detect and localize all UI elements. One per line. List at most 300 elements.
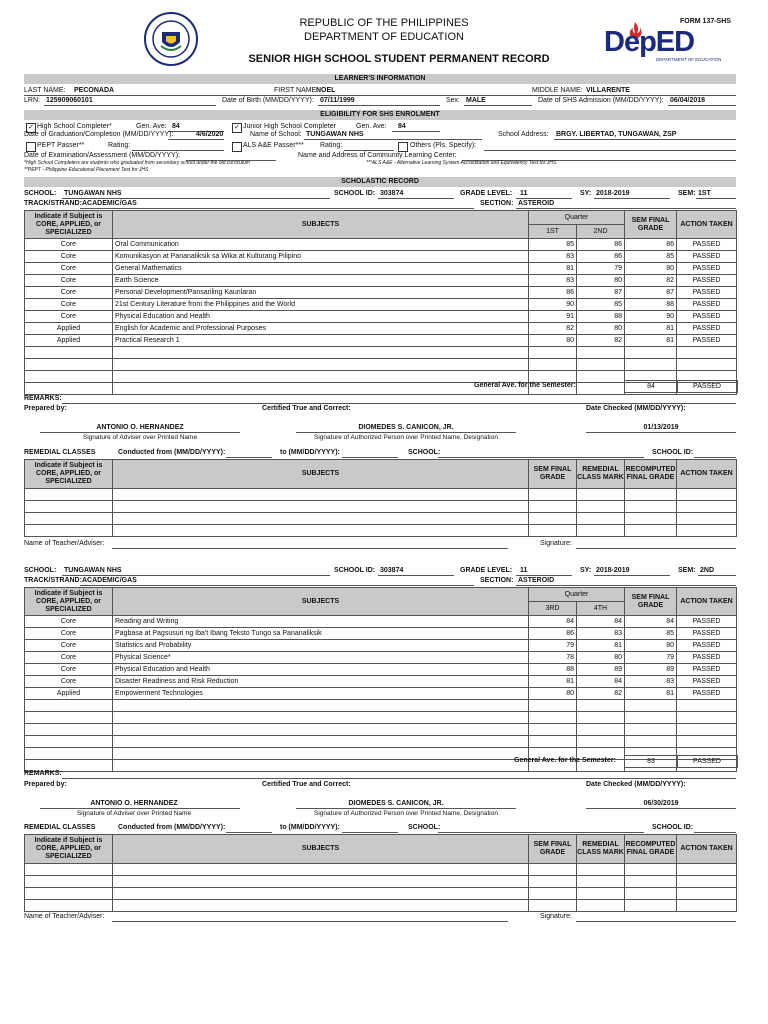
- cell-action: PASSED: [677, 616, 737, 628]
- cell-type: [25, 347, 113, 359]
- table-row: [25, 347, 737, 359]
- cell-type: Core: [25, 239, 113, 251]
- grade-level-label: GRADE LEVEL:: [460, 567, 513, 574]
- cell-type: [25, 371, 113, 383]
- eligibility-header: ELIGIBILITY FOR SHS ENROLMENT: [24, 110, 736, 120]
- school-label: SCHOOL:: [24, 190, 57, 197]
- cell-q2: [577, 712, 625, 724]
- hs-completer-label: High School Completer*: [37, 123, 112, 130]
- cell-action: [677, 347, 737, 359]
- jhs-gen-ave-value: 84: [398, 123, 406, 130]
- cell-final: 89: [625, 664, 677, 676]
- cell-q1: 80: [529, 688, 577, 700]
- deped-logo: [600, 20, 740, 64]
- cell-action: [677, 724, 737, 736]
- cell-subject: [113, 736, 529, 748]
- cell-subject: Physical Education and Health: [113, 664, 529, 676]
- cell-final: 80: [625, 263, 677, 275]
- pept-rating-label: Rating:: [108, 142, 131, 149]
- sem-label: SEM:: [678, 567, 696, 574]
- cell-type: Core: [25, 287, 113, 299]
- sem2-track: ACADEMIC/GAS: [82, 577, 137, 584]
- sem2-certified-label: Certified True and Correct:: [262, 781, 351, 788]
- cell-q2: 81: [577, 640, 625, 652]
- table-row: [25, 299, 737, 311]
- cell-type: Applied: [25, 688, 113, 700]
- middle-name-value: VILLARENTE: [586, 87, 630, 94]
- sem2-remedial-schoolid-label: SCHOOL ID:: [652, 824, 694, 831]
- sem2-remedial-label: REMEDIAL CLASSES: [24, 824, 96, 831]
- cell-final: 81: [625, 323, 677, 335]
- table-row: [25, 335, 737, 347]
- track-label: TRACK/STRAND:: [24, 577, 82, 584]
- sem1-remedial-label: REMEDIAL CLASSES: [24, 449, 96, 456]
- cell-type: [25, 712, 113, 724]
- cell-action: PASSED: [677, 628, 737, 640]
- lrn-label: LRN:: [24, 97, 40, 104]
- lrn-value: 125909060101: [46, 97, 93, 104]
- sem-label: SEM:: [678, 190, 696, 197]
- cell-type: [25, 724, 113, 736]
- action-header: ACTION TAKEN: [677, 588, 737, 616]
- table-row: [25, 323, 737, 335]
- admission-label: Date of SHS Admission (MM/DD/YYYY):: [538, 97, 664, 104]
- cell-final: [625, 724, 677, 736]
- remedial-mark-header: REMEDIAL CLASS MARK: [577, 460, 625, 489]
- school-name-label: Name of School:: [250, 131, 302, 138]
- cell-final: [625, 736, 677, 748]
- sem2-gen-action: PASSED: [676, 755, 738, 768]
- section-label: SECTION:: [480, 577, 514, 584]
- table-row: [25, 864, 737, 876]
- cell-type: Applied: [25, 335, 113, 347]
- cell-q2: 80: [577, 275, 625, 287]
- cell-subject: Oral Communication: [113, 239, 529, 251]
- cell-action: PASSED: [677, 688, 737, 700]
- section-label: SECTION:: [480, 200, 514, 207]
- cell-subject: Physical Science*: [113, 652, 529, 664]
- sem-final-header: SEM FINAL GRADE: [625, 588, 677, 616]
- sem1-grade-level: 11: [520, 190, 528, 197]
- cell-final: [625, 712, 677, 724]
- others-label: Others (Pls. Specify):: [410, 142, 477, 149]
- cell-q2: 89: [577, 664, 625, 676]
- cell-q1: [529, 347, 577, 359]
- sem1-section: ASTEROID: [518, 200, 555, 207]
- cell-type: Core: [25, 311, 113, 323]
- jhs-gen-ave-label: Gen. Ave:: [356, 123, 387, 130]
- sem2-to-label: to (MM/DD/YYYY):: [280, 824, 340, 831]
- table-row: [25, 652, 737, 664]
- sem-final-header: SEM FINAL GRADE: [529, 835, 577, 864]
- cell-action: PASSED: [677, 299, 737, 311]
- sem1-to-label: to (MM/DD/YYYY):: [280, 449, 340, 456]
- pept-checkbox[interactable]: [26, 142, 36, 152]
- cell-subject: [113, 760, 529, 772]
- cell-final: 83: [625, 676, 677, 688]
- sem2-date-checked-label: Date Checked (MM/DD/YYYY):: [586, 781, 686, 788]
- cell-q2: [577, 383, 625, 395]
- jhs-completer-checkbox[interactable]: ✓: [232, 123, 242, 133]
- cell-q1: 78: [529, 652, 577, 664]
- sem1-date-checked-label: Date Checked (MM/DD/YYYY):: [586, 405, 686, 412]
- action-header: ACTION TAKEN: [677, 460, 737, 489]
- sem1-remedial-schoolid-label: SCHOOL ID:: [652, 449, 694, 456]
- cell-type: Core: [25, 299, 113, 311]
- sem2-remedial-table: [24, 834, 737, 912]
- cell-action: [677, 700, 737, 712]
- cell-subject: English for Academic and Professional Purposes: [113, 323, 529, 335]
- cell-q2: [577, 347, 625, 359]
- cell-q1: [529, 736, 577, 748]
- subjects-header: SUBJECTS: [113, 588, 529, 616]
- sem1-conducted-label: Conducted from (MM/DD/YYYY):: [118, 449, 226, 456]
- grad-date-label: Date of Graduation/Completion (MM/DD/YYYY):: [24, 131, 174, 138]
- cell-action: [677, 712, 737, 724]
- sem2-teacher-label: Name of Teacher/Adviser:: [24, 913, 105, 920]
- table-row: [25, 676, 737, 688]
- recomputed-header: RECOMPUTED FINAL GRADE: [625, 460, 677, 489]
- table-row: [25, 287, 737, 299]
- cell-type: Core: [25, 628, 113, 640]
- indicate-header: Indicate if Subject is CORE, APPLIED, or SPECIALIZED: [25, 835, 113, 864]
- cell-final: 82: [625, 275, 677, 287]
- cell-q2: 85: [577, 299, 625, 311]
- q1-header: 1ST: [529, 225, 577, 239]
- sem2-gen-ave: 83: [624, 755, 678, 768]
- table-row: [25, 712, 737, 724]
- track-label: TRACK/STRAND:: [24, 200, 82, 207]
- sem1-certified-label: Certified True and Correct:: [262, 405, 351, 412]
- cell-final: 84: [625, 616, 677, 628]
- als-label: ALS A&E Passer***: [243, 142, 304, 149]
- last-name-value: PECONADA: [74, 87, 115, 94]
- sem1-school-id: 303874: [380, 190, 404, 197]
- als-rating-label: Rating:: [320, 142, 343, 149]
- cell-q2: 80: [577, 652, 625, 664]
- sem1-gen-ave-label: General Ave. for the Semester:: [474, 382, 576, 389]
- sem2-sig-adviser: Signature of Adviser over Printed Name: [76, 810, 192, 817]
- table-row: [25, 876, 737, 888]
- cell-q2: 83: [577, 628, 625, 640]
- sem2-remedial-school-label: SCHOOL:: [408, 824, 441, 831]
- table-row: [25, 628, 737, 640]
- note-als: ***ALS A&E - Alternative Learning System Accreditation and Equivalency Test for JHS: [366, 160, 557, 166]
- table-row: [25, 664, 737, 676]
- grade-level-label: GRADE LEVEL:: [460, 190, 513, 197]
- admission-value: 06/04/2018: [670, 97, 706, 104]
- sem1-certifier-name: DIOMEDES S. CANICON, JR.: [358, 424, 454, 431]
- sem-final-header: SEM FINAL GRADE: [529, 460, 577, 489]
- school-label: SCHOOL:: [24, 567, 57, 574]
- cell-q1: 80: [529, 335, 577, 347]
- sem1-remedial-school-label: SCHOOL:: [408, 449, 441, 456]
- cell-q1: 86: [529, 628, 577, 640]
- cell-q2: 84: [577, 676, 625, 688]
- hs-gen-ave-label: Gen. Ave:: [136, 123, 167, 130]
- cell-subject: Earth Science: [113, 275, 529, 287]
- als-checkbox[interactable]: [232, 142, 242, 152]
- scholastic-header: SCHOLASTIC RECORD: [24, 177, 736, 187]
- table-row: [25, 501, 737, 513]
- sem2-certifier-name: DIOMEDES S. CANICON, JR.: [348, 800, 444, 807]
- page-title: SENIOR HIGH SCHOOL STUDENT PERMANENT RECORD: [248, 53, 550, 65]
- deped-subtitle: DEPARTMENT OF EDUCATION: [656, 57, 722, 62]
- sem2-remarks-label: REMARKS:: [24, 770, 62, 777]
- cell-q1: [529, 700, 577, 712]
- q4-header: 4TH: [577, 602, 625, 616]
- sem1-prepared-label: Prepared by:: [24, 405, 67, 412]
- cell-q2: 79: [577, 263, 625, 275]
- form-number: FORM 137-SHS: [680, 18, 731, 25]
- school-id-label: SCHOOL ID:: [334, 190, 376, 197]
- school-address-value: BRGY. LIBERTAD, TUNGAWAN, ZSP: [556, 131, 677, 138]
- cell-action: PASSED: [677, 652, 737, 664]
- cell-type: Core: [25, 275, 113, 287]
- cell-q1: 88: [529, 664, 577, 676]
- cell-action: PASSED: [677, 287, 737, 299]
- cell-final: 81: [625, 335, 677, 347]
- cell-type: Core: [25, 652, 113, 664]
- table-row: [25, 239, 737, 251]
- grad-date-value: 4/6/2020: [196, 131, 224, 138]
- cell-action: PASSED: [677, 640, 737, 652]
- cell-subject: Disaster Readiness and Risk Reduction: [113, 676, 529, 688]
- cell-subject: 21st Century Literature from the Philippines and the World: [113, 299, 529, 311]
- cell-action: PASSED: [677, 311, 737, 323]
- table-row: [25, 359, 737, 371]
- sem1-grades-table: [24, 210, 737, 395]
- indicate-header: Indicate if Subject is CORE, APPLIED, or SPECIALIZED: [25, 460, 113, 489]
- cell-q2: [577, 359, 625, 371]
- sem1-sig-adviser: Signature of Adviser over Printed Name: [82, 434, 198, 441]
- cell-action: [677, 736, 737, 748]
- first-name-value: NOEL: [316, 87, 336, 94]
- sem1-signature-label: Signature:: [540, 540, 572, 547]
- cell-type: Core: [25, 676, 113, 688]
- sem1-gen-action: PASSED: [676, 380, 738, 393]
- cell-q1: 82: [529, 323, 577, 335]
- q2-header: 2ND: [577, 225, 625, 239]
- cell-type: Core: [25, 263, 113, 275]
- sem1-remedial-table: [24, 459, 737, 537]
- cell-type: Applied: [25, 323, 113, 335]
- cell-final: [625, 347, 677, 359]
- table-row: [25, 263, 737, 275]
- cell-subject: [113, 748, 529, 760]
- sem1-gen-ave: 84: [624, 380, 678, 393]
- cell-subject: General Mathematics: [113, 263, 529, 275]
- cell-final: 87: [625, 287, 677, 299]
- cell-q2: 80: [577, 323, 625, 335]
- table-row: [25, 700, 737, 712]
- sem2-sy: 2018-2019: [596, 567, 630, 574]
- cell-q1: 83: [529, 251, 577, 263]
- quarter-header: Quarter: [529, 211, 625, 225]
- cell-subject: [113, 700, 529, 712]
- cell-final: [625, 359, 677, 371]
- cell-action: PASSED: [677, 251, 737, 263]
- sem2-date-checked: 06/30/2019: [643, 800, 679, 807]
- note-hs-completer: *High School Completers are students who graduated from secondary school under the old curriculum: [24, 160, 250, 166]
- cell-final: 90: [625, 311, 677, 323]
- cell-subject: Empowerment Technologies: [113, 688, 529, 700]
- cell-q2: 82: [577, 335, 625, 347]
- q3-header: 3RD: [529, 602, 577, 616]
- sem-final-header: SEM FINAL GRADE: [625, 211, 677, 239]
- cell-final: 88: [625, 299, 677, 311]
- cell-subject: Reading and Writing: [113, 616, 529, 628]
- sex-label: Sex:: [446, 97, 461, 104]
- cell-q1: 90: [529, 299, 577, 311]
- table-row: [25, 724, 737, 736]
- learner-info-header: LEARNER'S INFORMATION: [24, 74, 736, 84]
- cell-action: PASSED: [677, 335, 737, 347]
- cell-q2: [577, 371, 625, 383]
- sem1-sem: 1ST: [698, 190, 711, 197]
- action-header: ACTION TAKEN: [677, 835, 737, 864]
- cell-q1: 86: [529, 287, 577, 299]
- jhs-completer-label: Junior High School Completer: [243, 123, 336, 130]
- sem2-sig-authorized: Signature of Authorized Person over Printed Name, Designation: [314, 810, 498, 817]
- cell-type: [25, 700, 113, 712]
- cell-q2: 86: [577, 239, 625, 251]
- action-header: ACTION TAKEN: [677, 211, 737, 239]
- sem2-school-id: 303874: [380, 567, 404, 574]
- cell-q2: 88: [577, 311, 625, 323]
- cell-type: [25, 359, 113, 371]
- cell-q1: 84: [529, 616, 577, 628]
- sem2-sem: 2ND: [700, 567, 715, 574]
- table-row: [25, 688, 737, 700]
- cell-subject: [113, 724, 529, 736]
- last-name-label: LAST NAME:: [24, 87, 66, 94]
- cell-type: Core: [25, 640, 113, 652]
- middle-name-label: MIDDLE NAME:: [532, 87, 583, 94]
- sem1-remarks-label: REMARKS:: [24, 395, 62, 402]
- table-row: [25, 736, 737, 748]
- cell-q2: 82: [577, 688, 625, 700]
- cell-type: [25, 748, 113, 760]
- table-row: [25, 275, 737, 287]
- table-row: [25, 616, 737, 628]
- hs-gen-ave-value: 84: [172, 123, 180, 130]
- cell-type: Core: [25, 664, 113, 676]
- table-row: [25, 900, 737, 912]
- indicate-header: Indicate if Subject is CORE, APPLIED, or SPECIALIZED: [25, 211, 113, 239]
- sem2-school: TUNGAWAN NHS: [64, 567, 122, 574]
- cell-subject: Pagbasa at Pagsusuri ng Iba't Ibang Teksto Tungo sa Pananaliksik: [113, 628, 529, 640]
- cell-action: [677, 359, 737, 371]
- table-row: [25, 640, 737, 652]
- sem2-grades-table: [24, 587, 737, 772]
- cell-q2: [577, 736, 625, 748]
- cell-subject: Practical Research 1: [113, 335, 529, 347]
- republic-heading: REPUBLIC OF THE PHILIPPINES: [299, 17, 469, 29]
- table-row: [25, 311, 737, 323]
- cell-type: Core: [25, 251, 113, 263]
- cell-subject: Personal Development/Pansariling Kaunlaran: [113, 287, 529, 299]
- sem1-adviser-name: ANTONIO O. HERNANDEZ: [96, 424, 184, 431]
- sem2-signature-label: Signature:: [540, 913, 572, 920]
- sem1-school: TUNGAWAN NHS: [64, 190, 122, 197]
- school-name-value: TUNGAWAN NHS: [306, 131, 364, 138]
- sem2-gen-ave-label: General Ave. for the Semester:: [514, 757, 616, 764]
- remedial-mark-header: REMEDIAL CLASS MARK: [577, 835, 625, 864]
- sem2-grade-level: 11: [520, 567, 528, 574]
- cell-final: 85: [625, 628, 677, 640]
- subjects-header: SUBJECTS: [113, 835, 529, 864]
- cell-subject: [113, 383, 529, 395]
- school-id-label: SCHOOL ID:: [334, 567, 376, 574]
- sem1-date-checked: 01/13/2019: [643, 424, 679, 431]
- cell-subject: Statistics and Probability: [113, 640, 529, 652]
- cell-action: PASSED: [677, 676, 737, 688]
- cell-type: Core: [25, 616, 113, 628]
- exam-date-label: Date of Examination/Assessment (MM/DD/YYYY):: [24, 152, 180, 159]
- first-name-label: FIRST NAME:: [274, 87, 319, 94]
- hs-completer-checkbox[interactable]: ✓: [26, 123, 36, 133]
- deped-wordmark: DepED: [604, 26, 695, 58]
- sem1-sy: 2018-2019: [596, 190, 630, 197]
- cell-final: 79: [625, 652, 677, 664]
- sy-label: SY:: [580, 190, 592, 197]
- cell-q1: [529, 712, 577, 724]
- table-row: [25, 525, 737, 537]
- cell-q1: 91: [529, 311, 577, 323]
- cell-subject: Physical Education and Health: [113, 311, 529, 323]
- dob-label: Date of Birth (MM/DD/YYYY):: [222, 97, 314, 104]
- cell-type: [25, 383, 113, 395]
- cell-final: 80: [625, 640, 677, 652]
- sy-label: SY:: [580, 567, 592, 574]
- sem1-sig-authorized: Signature of Authorized Person over Printed Name, Designation: [314, 434, 498, 441]
- cell-q1: 81: [529, 263, 577, 275]
- others-checkbox[interactable]: [398, 142, 408, 152]
- note-pept: **PEPT - Philippine Educational Placement Test for JHS: [24, 167, 149, 173]
- sex-value: MALE: [466, 97, 486, 104]
- clc-label: Name and Address of Community Learning Center:: [298, 152, 457, 159]
- cell-final: 85: [625, 251, 677, 263]
- cell-q1: 85: [529, 239, 577, 251]
- table-row: [25, 513, 737, 525]
- sem2-conducted-label: Conducted from (MM/DD/YYYY):: [118, 824, 226, 831]
- table-row: [25, 251, 737, 263]
- cell-q1: [529, 724, 577, 736]
- cell-final: 86: [625, 239, 677, 251]
- cell-q2: 86: [577, 251, 625, 263]
- cell-q2: 84: [577, 616, 625, 628]
- sem1-track: ACADEMIC/GAS: [82, 200, 137, 207]
- subjects-header: SUBJECTS: [113, 460, 529, 489]
- cell-q1: 83: [529, 275, 577, 287]
- cell-subject: [113, 359, 529, 371]
- table-row: [25, 888, 737, 900]
- pept-label: PEPT Passer**: [37, 142, 85, 149]
- subjects-header: SUBJECTS: [113, 211, 529, 239]
- cell-action: PASSED: [677, 263, 737, 275]
- table-row: [25, 489, 737, 501]
- sem2-adviser-name: ANTONIO O. HERNANDEZ: [90, 800, 178, 807]
- cell-action: PASSED: [677, 275, 737, 287]
- cell-action: PASSED: [677, 323, 737, 335]
- cell-q1: [529, 371, 577, 383]
- cell-q1: 81: [529, 676, 577, 688]
- dob-value: 07/11/1999: [320, 97, 355, 104]
- cell-subject: [113, 347, 529, 359]
- sem2-section: ASTEROID: [518, 577, 555, 584]
- sem1-teacher-label: Name of Teacher/Adviser:: [24, 540, 105, 547]
